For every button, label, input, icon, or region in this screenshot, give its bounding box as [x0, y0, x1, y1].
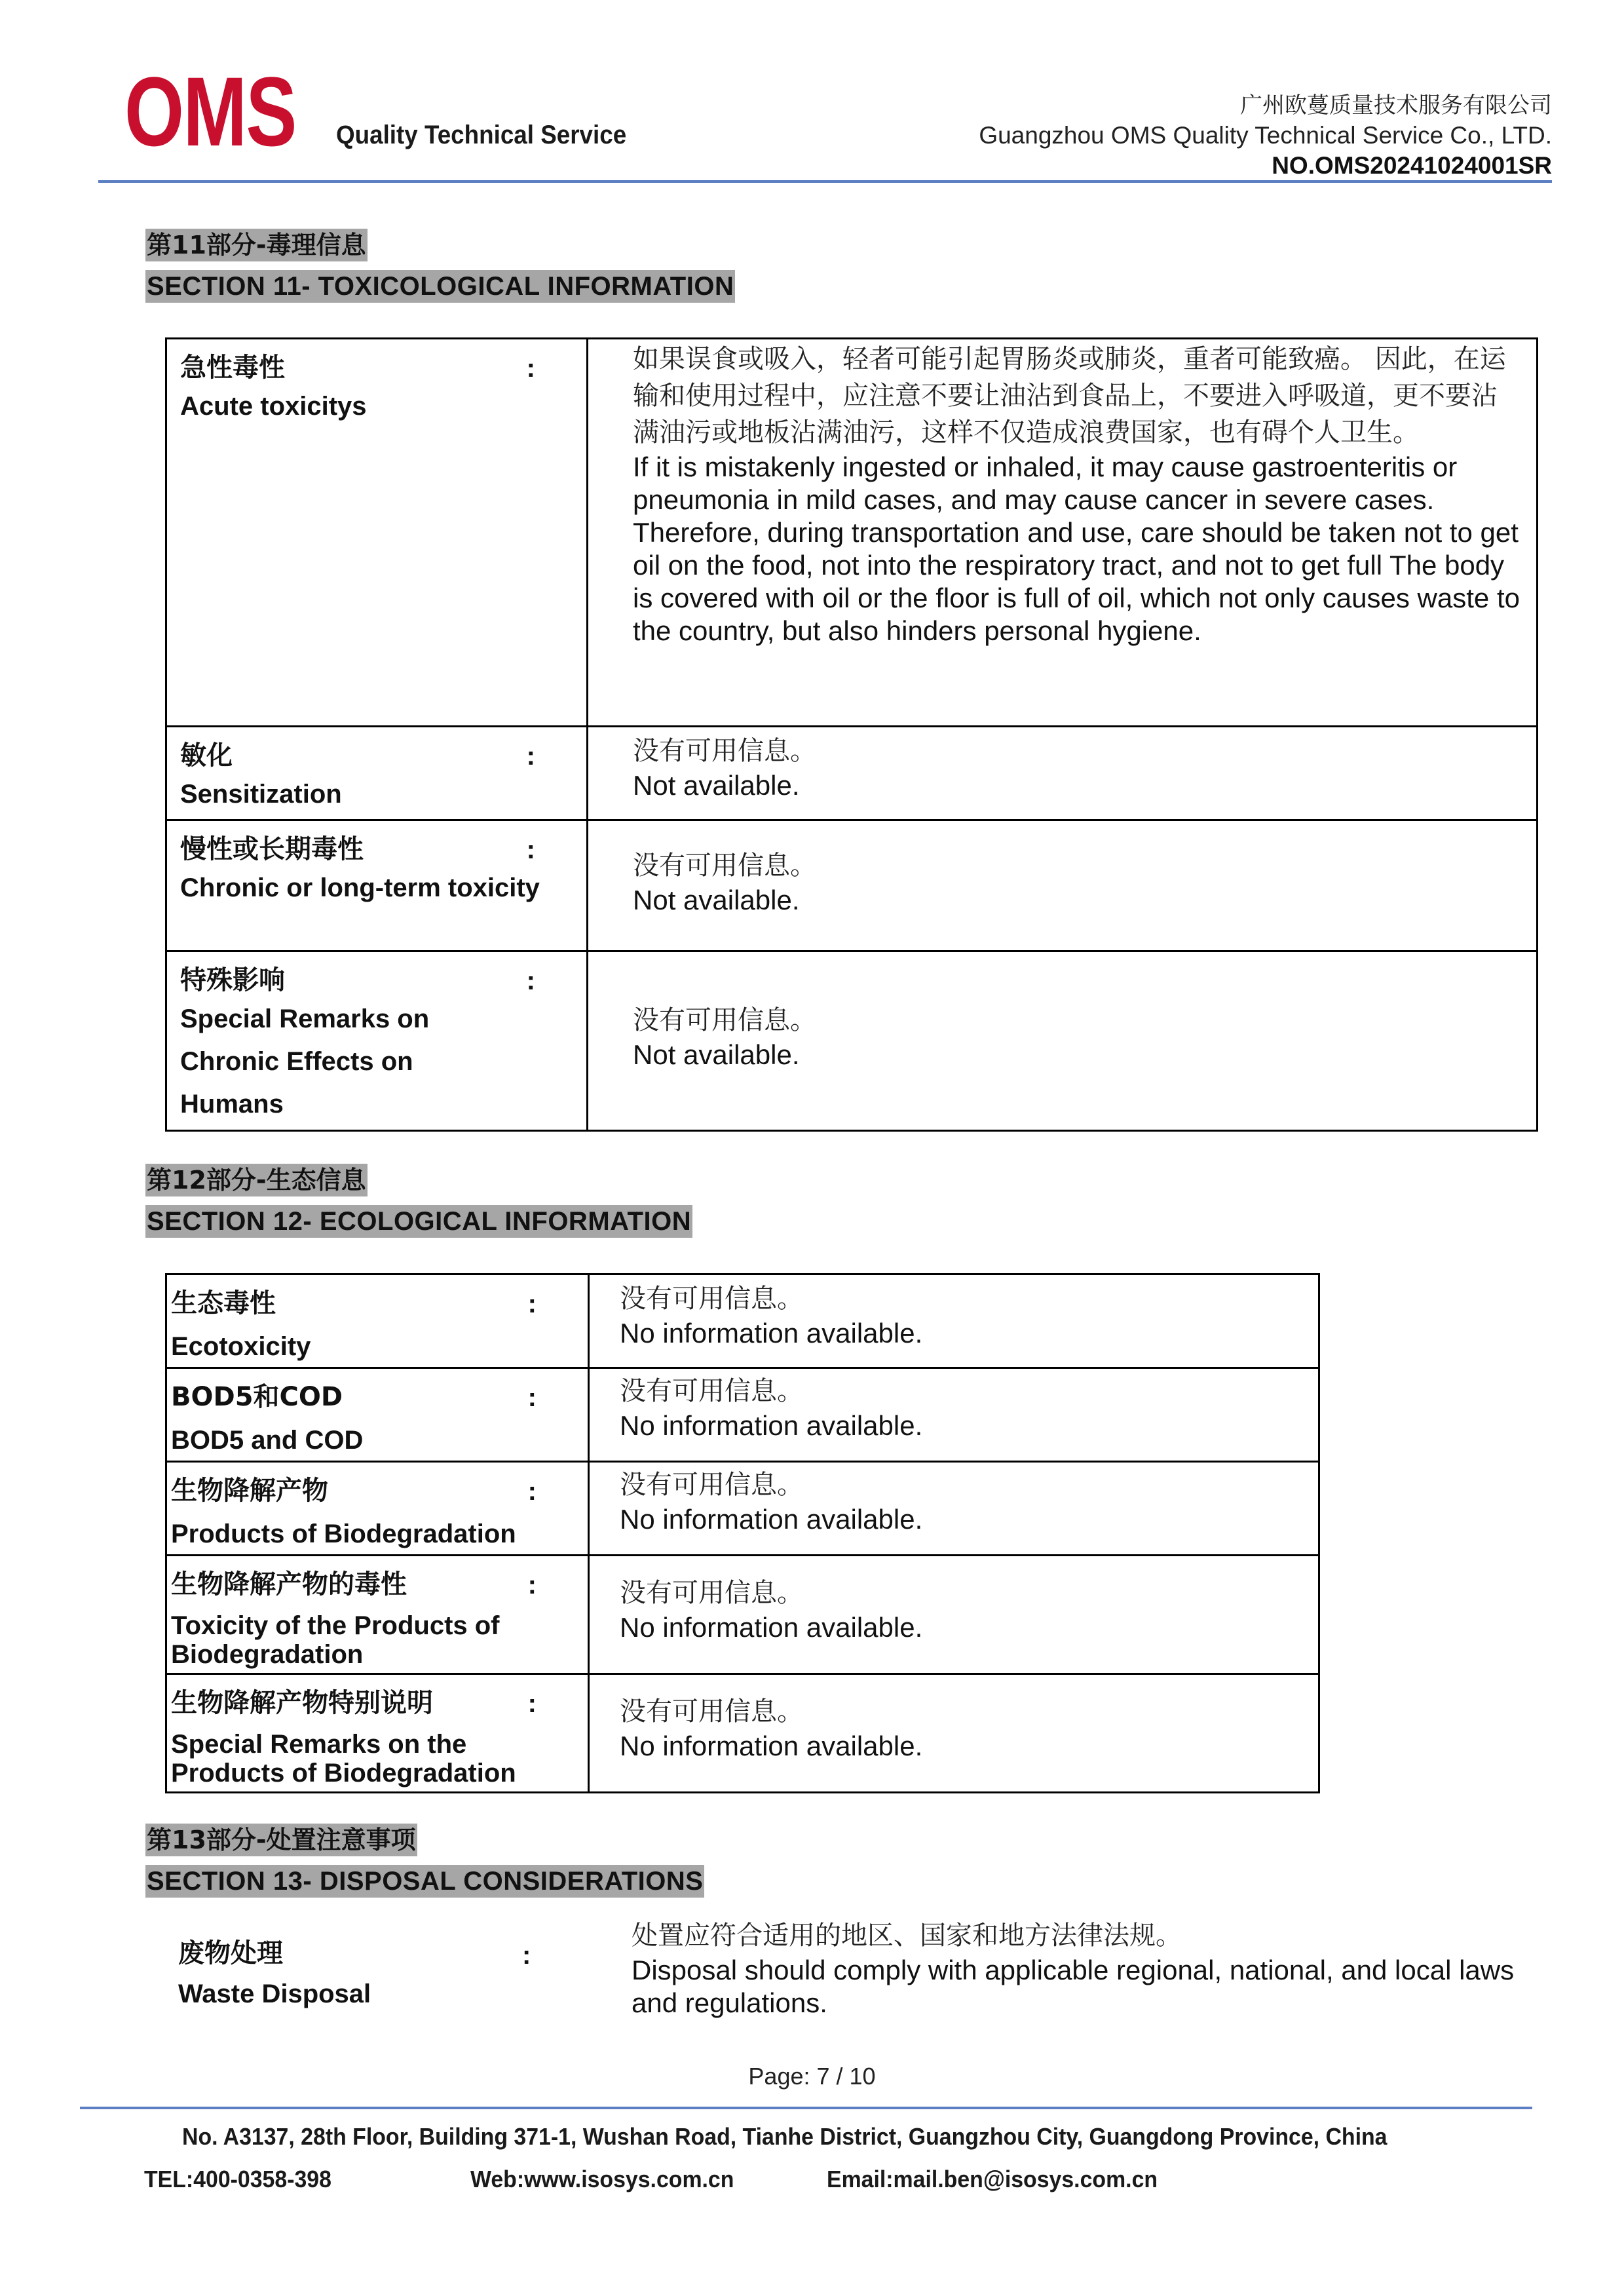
- footer-address: No. A3137, 28th Floor, Building 371-1, Wushan Road, Tianhe District, Guangzhou City, Guangdong Province, China: [182, 2123, 1388, 2150]
- table-row: [166, 1674, 1319, 1793]
- value-cn: 没有可用信息。: [620, 1696, 803, 1727]
- ecology-table: [165, 1273, 1320, 1793]
- value-cn: 没有可用信息。: [633, 851, 816, 881]
- value-en: Not available.: [633, 1039, 800, 1070]
- row-value: [588, 951, 1538, 1131]
- footer-web: Web:www.isosys.com.cn: [470, 2166, 734, 2192]
- label-cn: 慢性或长期毒性: [180, 834, 364, 864]
- value-en: Not available.: [633, 770, 800, 801]
- label-en: Special Remarks on Chronic Effects on Humans: [180, 1004, 430, 1119]
- label-en: BOD5 and COD: [171, 1426, 364, 1455]
- logo-tagline: Quality Technical Service: [336, 121, 627, 149]
- row-label: [166, 727, 588, 820]
- row-label: [166, 1462, 589, 1556]
- label-cn: 生物降解产物的毒性: [171, 1569, 407, 1599]
- report-number: NO.OMS20241024001SR: [1272, 152, 1552, 179]
- section-11-title-en: SECTION 11- TOXICOLOGICAL INFORMATION: [145, 270, 735, 303]
- label-colon: :: [527, 1477, 537, 1506]
- footer-tel: TEL:400-0358-398: [144, 2166, 331, 2192]
- page-number: Page: 7 / 10: [748, 2063, 876, 2090]
- value-cn: 没有可用信息。: [620, 1470, 803, 1500]
- table-row: [166, 951, 1538, 1131]
- row-label: [178, 1936, 571, 2017]
- label-en: Chronic or long-term toxicity: [180, 873, 540, 902]
- value-cn: 如果误食或吸入，轻者可能引起胃肠炎或肺炎，重者可能致癌。 因此，在运输和使用过程中，应注意不要让油沾到食品上，不要进入呼吸道，更不要沾满油污或地板沾满油污，这样不仅造成浪费国家，也有碍个人卫生。: [633, 344, 1506, 448]
- label-cn: 生物降解产物: [171, 1476, 328, 1506]
- section-13-title-en: SECTION 13- DISPOSAL CONSIDERATIONS: [145, 1865, 704, 1898]
- label-colon: :: [527, 1689, 537, 1718]
- value-en: No information available.: [620, 1612, 923, 1643]
- value-cn: 没有可用信息。: [620, 1578, 803, 1608]
- value-cn: 没有可用信息。: [620, 1376, 803, 1406]
- row-value: [589, 1274, 1319, 1368]
- row-label: [166, 1274, 589, 1368]
- row-label: [166, 339, 588, 727]
- value-en: No information available.: [620, 1731, 923, 1761]
- value-cn: 没有可用信息。: [633, 736, 816, 766]
- label-cn: 敏化: [180, 740, 233, 771]
- table-row: [166, 1274, 1319, 1368]
- label-cn: 废物处理: [178, 1938, 283, 1968]
- row-value: [589, 1462, 1319, 1556]
- company-name-cn: 广州欧蔓质量技术服务有限公司: [1240, 92, 1552, 119]
- logo-mark: OMS: [124, 56, 296, 166]
- label-colon: :: [526, 354, 535, 383]
- label-cn: 急性毒性: [180, 353, 285, 383]
- table-row: [166, 820, 1538, 951]
- label-en: Acute toxicitys: [180, 392, 367, 421]
- label-cn: 生态毒性: [171, 1288, 276, 1318]
- table-row: [166, 339, 1538, 727]
- footer-email: Email:mail.ben@isosys.com.cn: [827, 2166, 1158, 2192]
- disposal-block: [165, 1923, 1536, 2047]
- label-colon: :: [527, 1383, 537, 1412]
- row-label: [166, 1556, 589, 1674]
- label-cn: 生物降解产物特别说明: [171, 1688, 433, 1718]
- row-value: [632, 1917, 1536, 2019]
- value-cn: 处置应符合适用的地区、国家和地方法律法规。: [632, 1921, 1182, 1951]
- label-en: Toxicity of the Products of Biodegradation: [171, 1611, 500, 1669]
- label-colon: :: [526, 835, 535, 864]
- label-en: Products of Biodegradation: [171, 1520, 516, 1548]
- row-label: [166, 820, 588, 951]
- label-colon: :: [526, 966, 535, 995]
- label-colon: :: [527, 1571, 537, 1599]
- label-colon: :: [522, 1941, 531, 1970]
- row-value: [589, 1556, 1319, 1674]
- table-row: [166, 727, 1538, 820]
- label-colon: :: [526, 742, 535, 771]
- footer-divider: [80, 2107, 1532, 2109]
- label-cn: BOD5和COD: [171, 1382, 343, 1412]
- label-en: Ecotoxicity: [171, 1332, 311, 1361]
- value-en: No information available.: [620, 1410, 923, 1441]
- company-name-en: Guangzhou OMS Quality Technical Service Co., LTD.: [979, 122, 1552, 149]
- label-en: Special Remarks on the Products of Biodegradation: [171, 1730, 516, 1788]
- value-en: Not available.: [633, 885, 800, 915]
- label-colon: :: [527, 1290, 537, 1318]
- row-value: [588, 727, 1538, 820]
- section-13-title-cn: 第13部分-处置注意事项: [145, 1824, 417, 1856]
- row-value: [589, 1674, 1319, 1793]
- row-value: [588, 339, 1538, 727]
- company-block: [979, 90, 1552, 181]
- label-en: Sensitization: [180, 780, 342, 809]
- value-en: If it is mistakenly ingested or inhaled, it may cause gastroenteritis or pneumonia in mild cases, and may cause cancer in severe cases. Therefore, during transportation and use, care should be taken not to get oil on the food, not into the respiratory tract, and not to get full The body is covered with oil or the floor is full of oil, which not only causes waste to the country, but also hinders personal hygiene.: [633, 451, 1520, 646]
- section-11-title-cn: 第11部分-毒理信息: [145, 229, 368, 261]
- section-12-title-cn: 第12部分-生态信息: [145, 1164, 368, 1196]
- table-row: [166, 1556, 1319, 1674]
- row-value: [588, 820, 1538, 951]
- table-row: [166, 1462, 1319, 1556]
- value-en: No information available.: [620, 1318, 923, 1349]
- header-divider: [98, 180, 1552, 183]
- row-label: [166, 1674, 589, 1793]
- toxicology-table: [165, 337, 1538, 1132]
- row-value: [589, 1368, 1319, 1462]
- value-en: No information available.: [620, 1504, 923, 1535]
- row-label: [166, 951, 588, 1131]
- value-en: Disposal should comply with applicable regional, national, and local laws and regulations.: [632, 1955, 1515, 2018]
- company-logo: [124, 56, 652, 166]
- row-label: [166, 1368, 589, 1462]
- section-12-title-en: SECTION 12- ECOLOGICAL INFORMATION: [145, 1205, 692, 1238]
- label-en: Waste Disposal: [178, 1980, 371, 2008]
- label-cn: 特殊影响: [180, 965, 285, 995]
- table-row: [166, 1368, 1319, 1462]
- value-cn: 没有可用信息。: [633, 1005, 816, 1035]
- value-cn: 没有可用信息。: [620, 1284, 803, 1314]
